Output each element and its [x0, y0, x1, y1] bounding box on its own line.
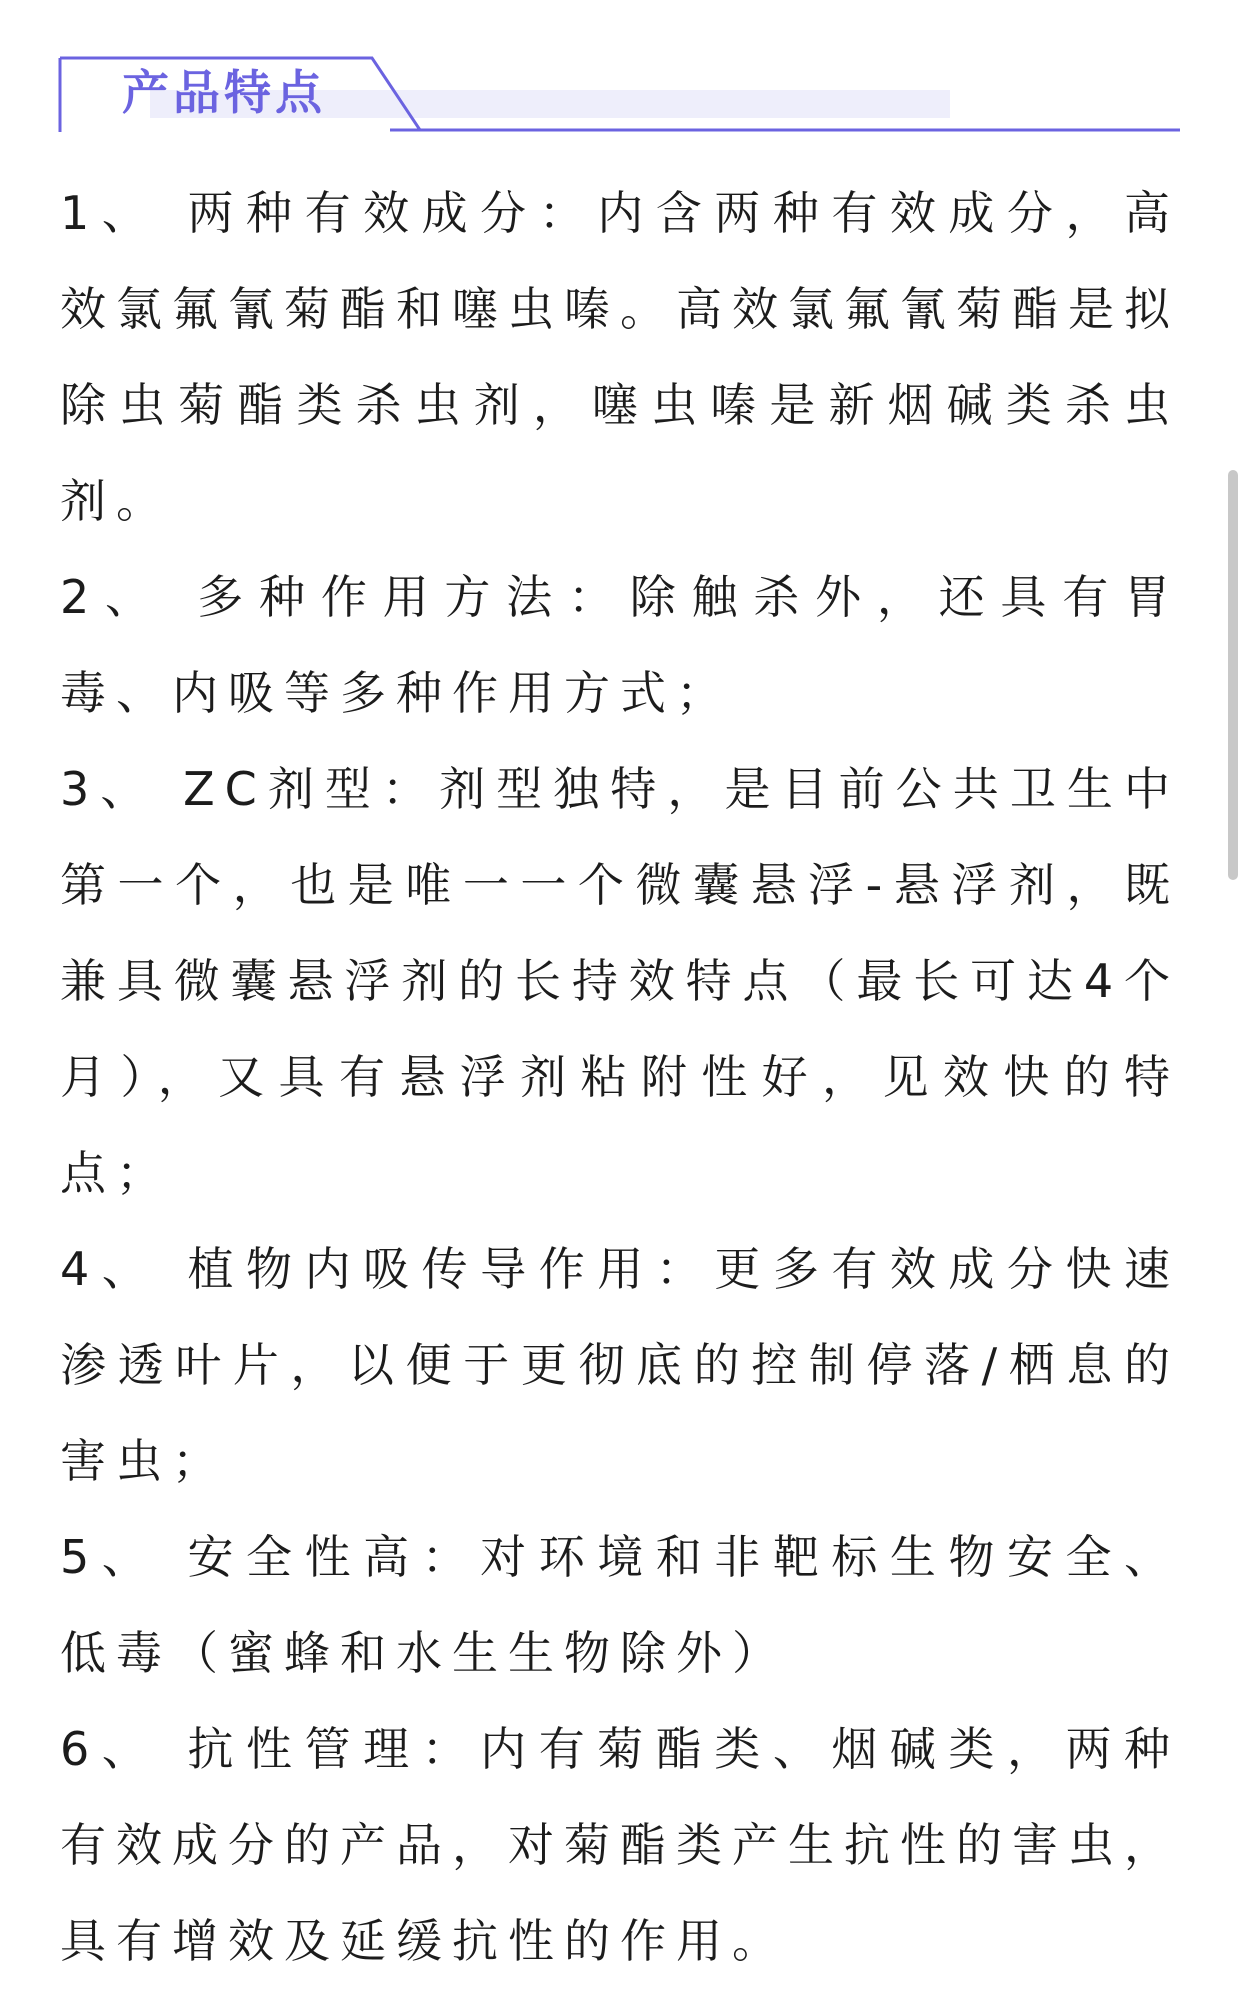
section-title: 产品特点	[122, 66, 326, 121]
feature-item-3	[60, 741, 1180, 1221]
feature-number: 1、	[60, 186, 161, 240]
feature-text: 植物内吸传导作用：更多有效成分快速渗透叶片，以便于更彻底的控制停落/栖息的害虫；	[60, 1242, 1180, 1488]
feature-item-4	[60, 1221, 1180, 1509]
feature-text: 安全性高：对环境和非靶标生物安全、低毒（蜜蜂和水生生物除外）	[60, 1530, 1180, 1680]
section-header	[0, 0, 1242, 140]
feature-item-5	[60, 1509, 1180, 1701]
feature-text: ZC剂型：剂型独特，是目前公共卫生中第一个，也是唯一一个微囊悬浮-悬浮剂，既兼具微囊悬浮剂的长持效特点（最长可达4个月），又具有悬浮剂粘附性好，见效快的特点；	[60, 762, 1180, 1200]
feature-text: 两种有效成分：内含两种有效成分，高效氯氟氰菊酯和噻虫嗪。高效氯氟氰菊酯是拟除虫菊酯类杀虫剂，噻虫嗪是新烟碱类杀虫剂。	[60, 186, 1180, 528]
feature-item-2	[60, 549, 1180, 741]
feature-item-1	[60, 165, 1180, 549]
feature-item-6	[60, 1701, 1180, 1989]
feature-number: 2、	[60, 570, 167, 624]
scrollbar[interactable]	[1228, 470, 1238, 880]
feature-list	[60, 165, 1180, 1989]
feature-number: 4、	[60, 1242, 161, 1296]
feature-number: 3、	[60, 762, 158, 816]
feature-number: 5、	[60, 1530, 161, 1584]
feature-number: 6、	[60, 1722, 161, 1776]
feature-text: 多种作用方法：除触杀外，还具有胃毒、内吸等多种作用方式；	[60, 570, 1180, 720]
feature-text: 抗性管理：内有菊酯类、烟碱类，两种有效成分的产品，对菊酯类产生抗性的害虫，具有增效及延缓抗性的作用。	[60, 1722, 1180, 1968]
